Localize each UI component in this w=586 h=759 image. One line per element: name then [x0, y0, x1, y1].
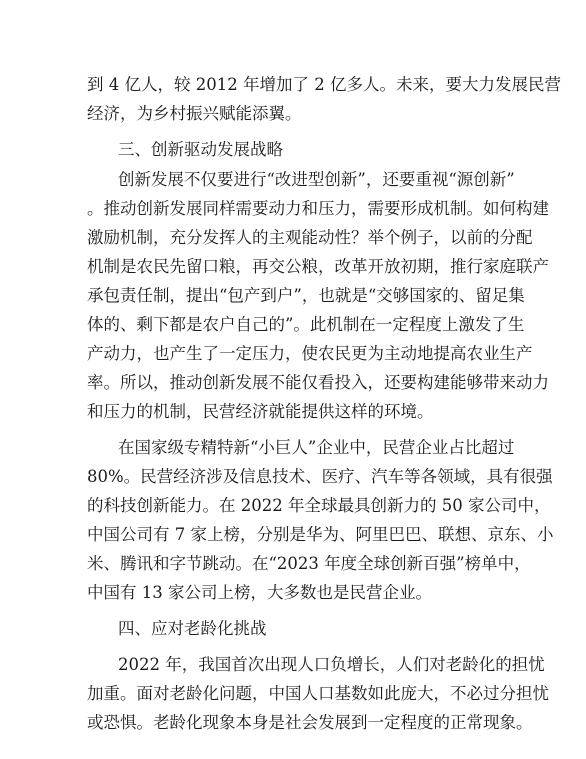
section-heading: 三、创新驱动发展战略	[118, 140, 283, 159]
paragraph-line: 的科技创新能力。在 2022 年全球最具创新力的 50 家公司中，	[87, 496, 551, 515]
paragraph-line: 80%。民营经济涉及信息技术、医疗、汽车等各领域，具有很强	[87, 467, 553, 486]
paragraph-line: 中国有 13 家公司上榜，大多数也是民营企业。	[87, 583, 432, 602]
section-heading: 四、应对老龄化挑战	[118, 619, 267, 638]
paragraph-line: 米、腾讯和字节跳动。在“2023 年度全球创新百强”榜单中，	[87, 554, 531, 573]
paragraph-line: 中国公司有 7 家上榜，分别是华为、阿里巴巴、联想、京东、小	[87, 525, 554, 544]
paragraph-line: 在国家级专精特新“小巨人”企业中，民营企业占比超过	[118, 438, 515, 457]
paragraph-line: 。推动创新发展同样需要动力和压力，需要形成机制。如何构建	[87, 199, 549, 218]
paragraph-line: 或恐惧。老龄化现象本身是社会发展到一定程度的正常现象。	[87, 713, 533, 732]
paragraph-line: 体的、剩下都是农户自己的”。此机制在一定程度上激发了生	[87, 315, 525, 334]
paragraph-line: 创新发展不仅要进行“改进型创新”，还要重视“源创新”	[118, 170, 515, 189]
paragraph-line: 产动力，也产生了一定压力，使农民更为主动地提高农业生产	[87, 344, 533, 363]
paragraph-line: 率。所以，推动创新发展不能仅看投入，还要构建能够带来动力	[87, 373, 549, 392]
paragraph-line: 2022 年，我国首次出现人口负增长，人们对老龄化的担忧	[118, 655, 545, 674]
paragraph-line: 加重。面对老龄化问题，中国人口基数如此庞大，不必过分担忧	[87, 684, 549, 703]
paragraph-line: 激励机制，充分发挥人的主观能动性？举个例子，以前的分配	[87, 228, 533, 247]
paragraph-line: 机制是农民先留口粮，再交公粮，改革开放初期，推行家庭联产	[87, 257, 549, 276]
paragraph-line: 到 4 亿人，较 2012 年增加了 2 亿多人。未来，要大力发展民营	[87, 75, 561, 94]
paragraph-line: 承包责任制，提出“包产到户”，也就是“交够国家的、留足集	[87, 286, 525, 305]
paragraph-line: 和压力的机制，民营经济就能提供这样的环境。	[87, 402, 434, 421]
paragraph-line: 经济，为乡村振兴赋能添翼。	[87, 104, 302, 123]
